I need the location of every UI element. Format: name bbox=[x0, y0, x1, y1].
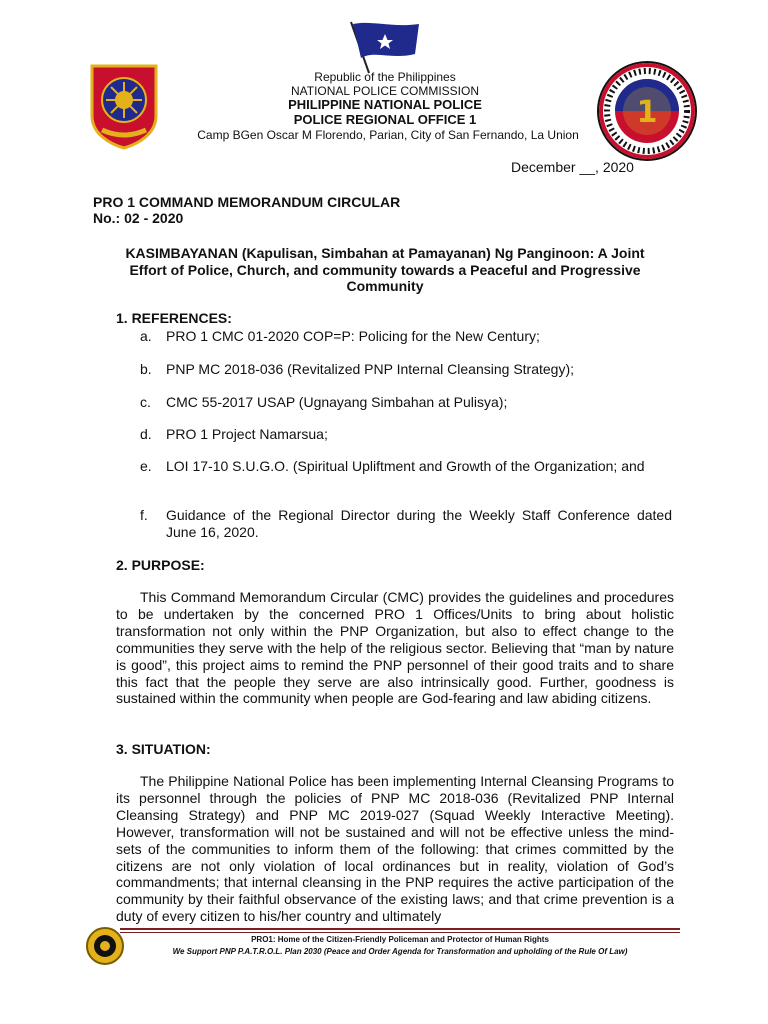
reference-item bbox=[140, 328, 674, 345]
reference-item bbox=[140, 361, 674, 378]
reference-item bbox=[140, 394, 674, 411]
situation-paragraph bbox=[116, 773, 674, 925]
memo-subject-line-2: Effort of Police, Church, and community towards a Peaceful and Progressive bbox=[129, 262, 641, 278]
header-pnp: PHILIPPINE NATIONAL POLICE bbox=[288, 97, 482, 112]
reference-letter: a. bbox=[140, 328, 152, 344]
situation-text: The Philippine National Police has been implementing Internal Cleansing Programs to its personnel through the policies of PNP MC 2018-036 (Revitalized PNP Internal Cleansing Strategy) and PNP MC 2019-027 (Squad Weekly Interactive Meeting). However, transformation will not be sustained and will not be effective unless the mind-sets of the communities to inform them of the following: that crimes committed by the citizens are not only violation of local ordinances but in reality, violation of God’s commandments; that internal cleansing in the PNP requires the active participation of the community by their faithful observance of the existing laws; and that crime prevention is a duty of every citizen to his/her country and ultimately bbox=[116, 773, 674, 925]
header-republic: Republic of the Philippines bbox=[314, 70, 456, 84]
reference-item bbox=[140, 458, 674, 475]
header-commission: NATIONAL POLICE COMMISSION bbox=[290, 84, 480, 98]
reference-text: PRO 1 Project Namarsua; bbox=[166, 426, 328, 442]
memo-number: No.: 02 - 2020 bbox=[93, 210, 184, 226]
commission-flag-icon bbox=[345, 18, 425, 74]
header-address: Camp BGen Oscar M Florendo, Parian, City of San Fernando, La Union bbox=[197, 128, 579, 142]
purpose-text: This Command Memorandum Circular (CMC) provides the guidelines and procedures to be undertaken by the concerned PRO 1 Offices/Units to bring about holistic transformation not only within the PNP Organization, but also to effect change to the communities they serve with the help of the religious sector. Believing that “man by nature is good”, this project aims to remind the PNP personnel of their good traits and to share this fact that the people they serve are also intrinsically good. Further, goodness is sustained within the community when people are God-fearing and law abiding citizens. bbox=[116, 589, 674, 707]
footer-rule-top bbox=[120, 928, 680, 930]
reference-letter: d. bbox=[140, 426, 152, 442]
reference-text: PNP MC 2018-036 (Revitalized PNP Internal Cleansing Strategy); bbox=[166, 361, 575, 377]
police-regional-office-seal-icon bbox=[596, 60, 698, 162]
header-office: POLICE REGIONAL OFFICE 1 bbox=[293, 112, 477, 127]
memo-subject-line-3: Community bbox=[346, 278, 424, 294]
pnp-seal-icon bbox=[86, 60, 162, 150]
memo-subject-line-1: KASIMBAYANAN (Kapulisan, Simbahan at Pamayanan) Ng Panginoon: A Joint bbox=[125, 245, 645, 261]
memo-title: PRO 1 COMMAND MEMORANDUM CIRCULAR bbox=[93, 194, 401, 210]
reference-letter: b. bbox=[140, 361, 152, 377]
reference-letter: c. bbox=[140, 394, 151, 410]
memo-date: December __, 2020 bbox=[511, 159, 634, 175]
reference-item bbox=[140, 507, 674, 541]
reference-text: Guidance of the Regional Director during the Weekly Staff Conference dated June 16, 2020. bbox=[166, 507, 672, 540]
reference-text: LOI 17-10 S.U.G.O. (Spiritual Upliftment and Growth of the Organization; and bbox=[166, 458, 645, 474]
references-heading: 1. REFERENCES: bbox=[116, 310, 232, 326]
reference-text: CMC 55-2017 USAP (Ugnayang Simbahan at Pulisya); bbox=[166, 394, 508, 410]
reference-letter: e. bbox=[140, 458, 152, 474]
purpose-heading: 2. PURPOSE: bbox=[116, 557, 205, 573]
purpose-paragraph bbox=[116, 589, 674, 707]
footer-patrol-plan: We Support PNP P.A.T.R.O.L. Plan 2030 (Peace and Order Agenda for Transformation and upholding of the Rule Of Law) bbox=[172, 947, 628, 956]
reference-item bbox=[140, 426, 674, 443]
footer-motto: PRO1: Home of the Citizen-Friendly Policeman and Protector of Human Rights bbox=[251, 935, 549, 944]
svg-text:1: 1 bbox=[636, 95, 658, 130]
situation-heading: 3. SITUATION: bbox=[116, 741, 211, 757]
footer-rule-bottom bbox=[120, 932, 680, 933]
footer-emblem-icon bbox=[85, 926, 125, 966]
reference-text: PRO 1 CMC 01-2020 COP=P: Policing for the New Century; bbox=[166, 328, 540, 344]
reference-letter: f. bbox=[140, 507, 148, 523]
